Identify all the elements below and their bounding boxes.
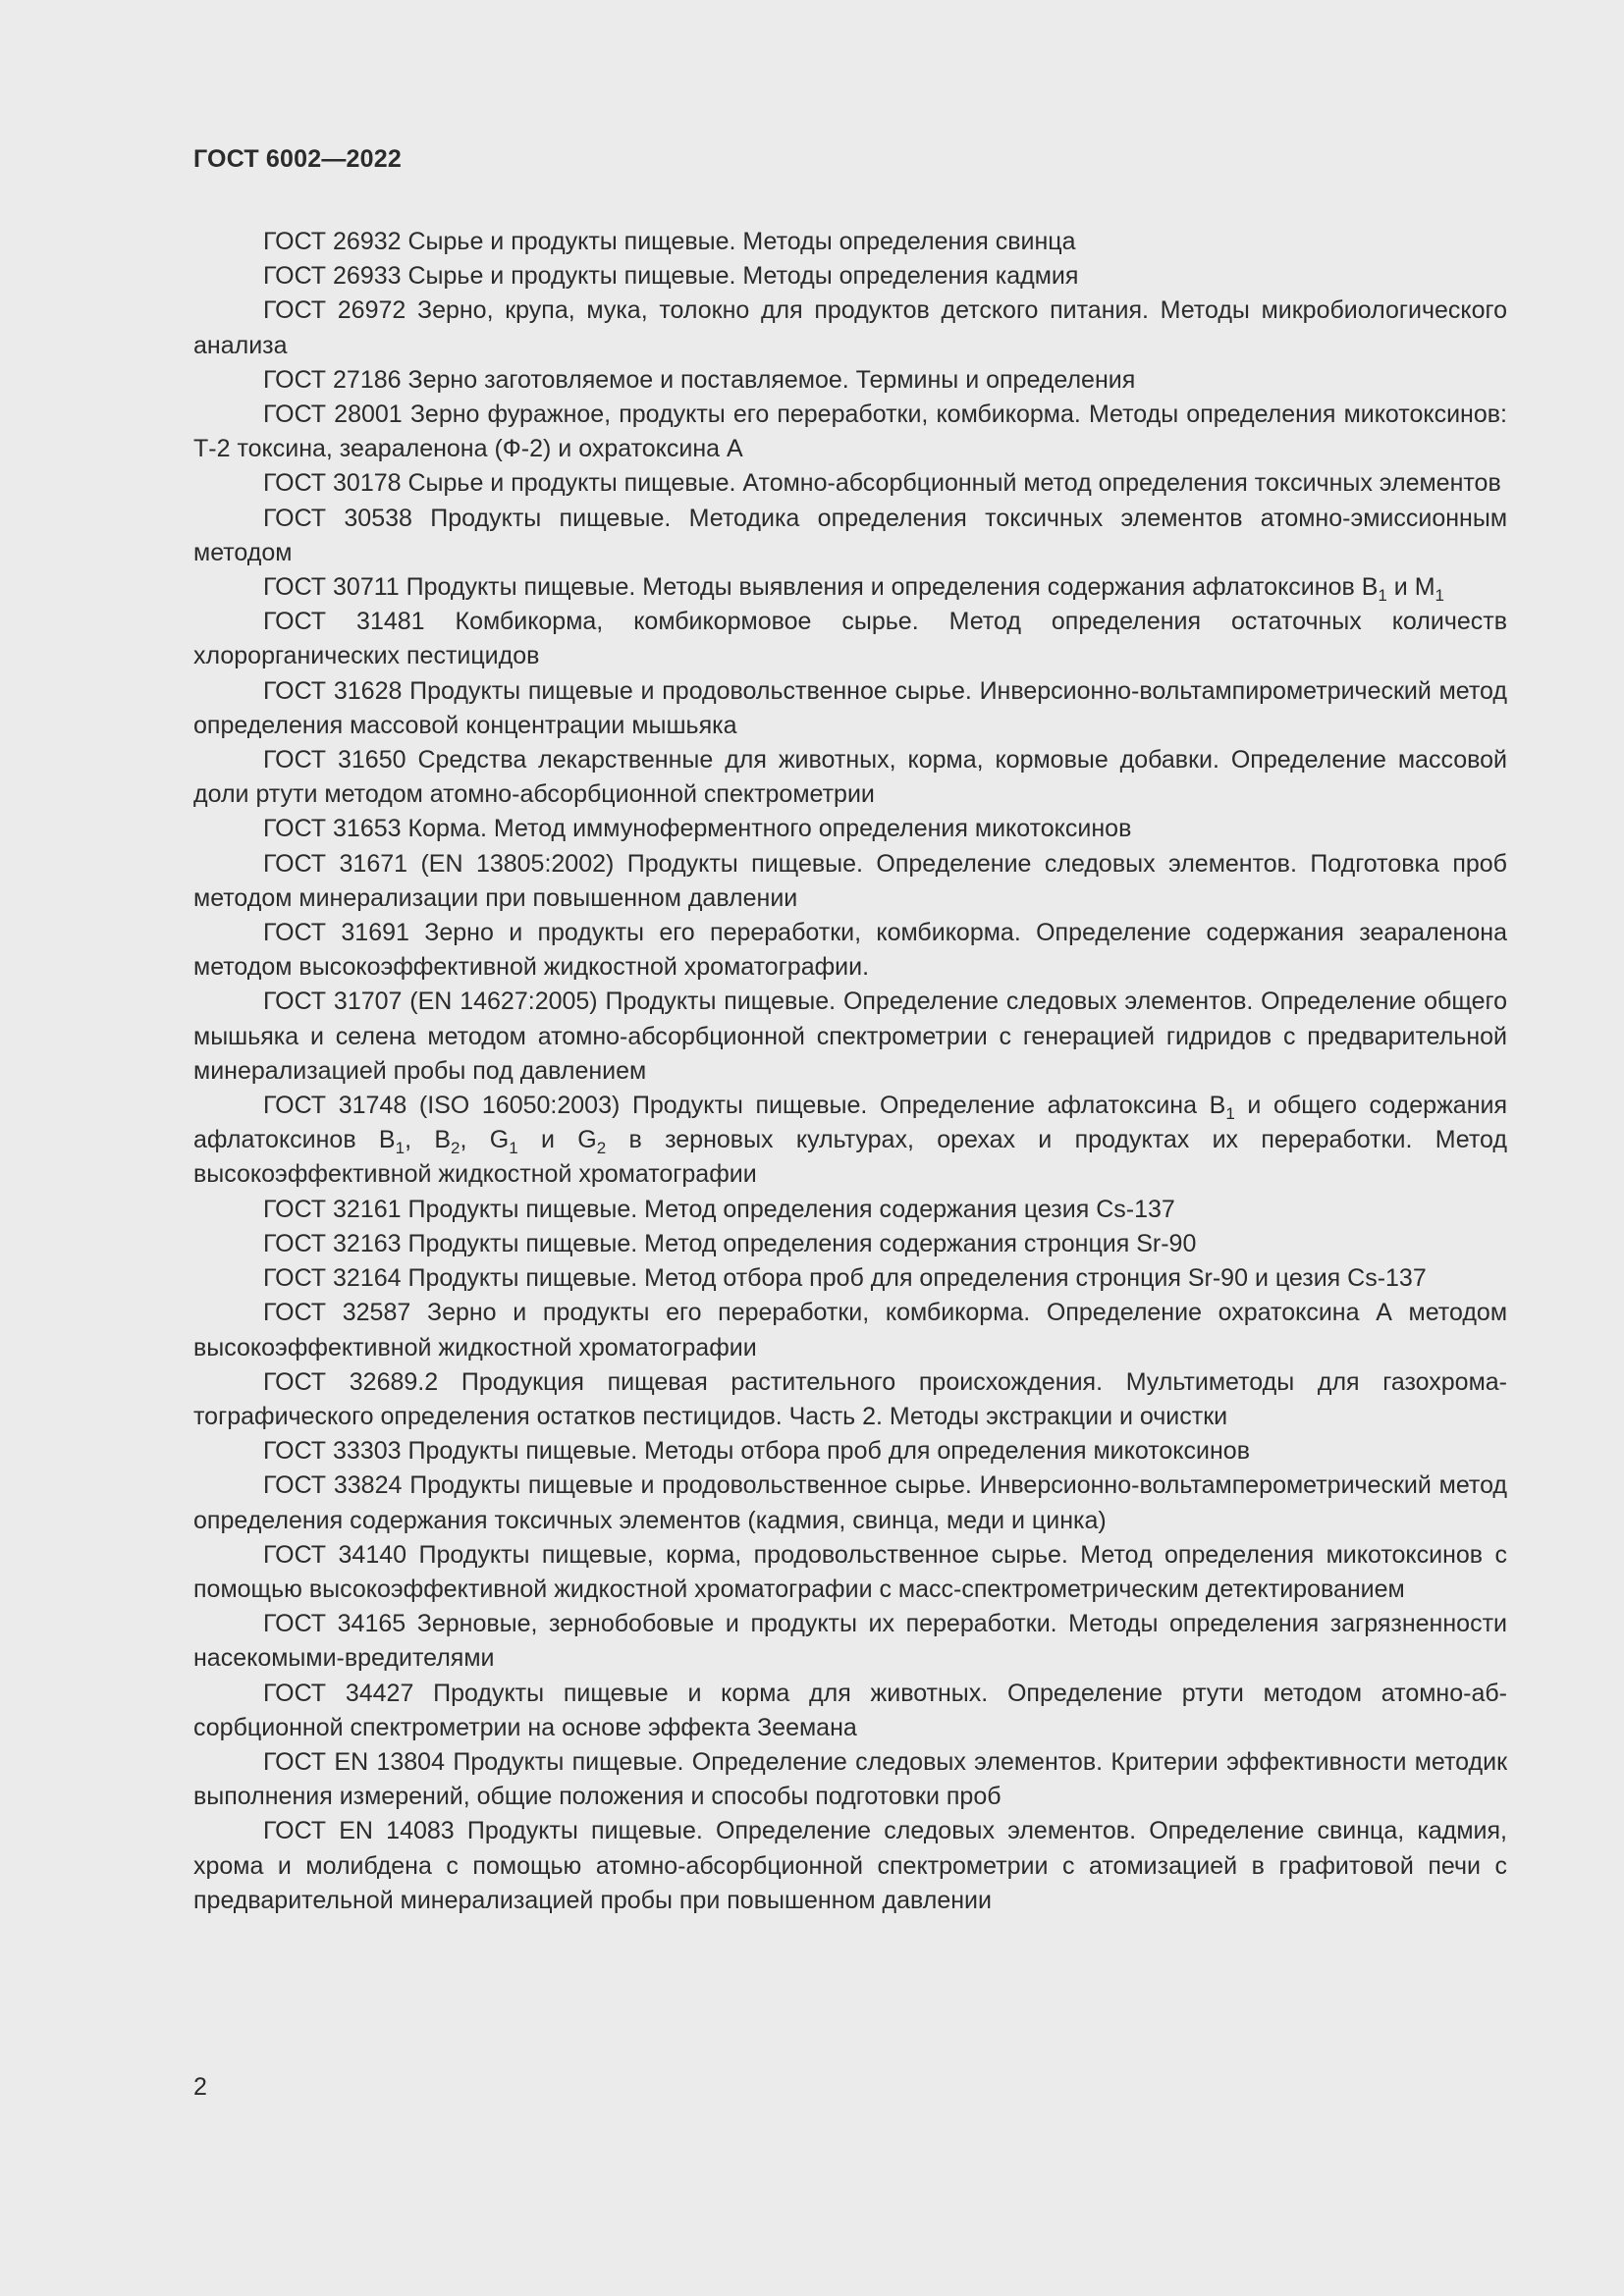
reference-title: Продукты пищевые. Метод отбора проб для определения стронция Sr-90 и цезия Cs-137: [407, 1264, 1427, 1293]
reference-entry: [193, 847, 1507, 916]
reference-code: ГОСТ 34427: [263, 1679, 414, 1707]
reference-entry: [193, 398, 1507, 466]
reference-entry: [193, 466, 1507, 501]
reference-entry: [193, 1261, 1507, 1296]
reference-entry: [193, 1538, 1507, 1607]
reference-code: ГОСТ 28001: [263, 400, 403, 429]
reference-title: Продукты пищевые. Метод определения содержания цезия Cs-137: [407, 1195, 1175, 1223]
subscript: 1: [395, 1139, 406, 1158]
reference-entry: [193, 225, 1507, 259]
reference-code: ГОСТ 32164: [263, 1264, 402, 1293]
reference-entry: [193, 985, 1507, 1089]
reference-title: Сырье и продукты пищевые. Методы определения свинца: [407, 228, 1076, 255]
reference-entry: [193, 294, 1507, 362]
reference-entry: [193, 1193, 1507, 1227]
reference-entry: [193, 1434, 1507, 1468]
reference-entry: [193, 570, 1507, 605]
title-segment: в зерновых культурах, орехах и продуктах их переработки. Метод высокоэффективной жидкостной хроматографии: [193, 1126, 1507, 1189]
reference-code: ГОСТ 31748 (ISO 16050:2003): [263, 1092, 621, 1120]
reference-entry: [193, 1296, 1507, 1364]
reference-entry: [193, 743, 1507, 812]
reference-code: ГОСТ 31691: [263, 919, 409, 947]
subscript: 1: [509, 1139, 518, 1158]
subscript: 1: [1435, 586, 1445, 606]
reference-code: ГОСТ 31481: [263, 608, 425, 636]
reference-entry: [193, 1227, 1507, 1261]
reference-title: Продукты пищевые. Определение следовых элементов. Определение свинца, кадмия, хрома и молибдена с помощью атомно-абсорбционной спектрометрии с атомизацией в графитовой печи с предварительной минерализацией пробы при повышенном давлении: [193, 1817, 1507, 1914]
reference-code: ГОСТ 30538: [263, 504, 412, 532]
reference-code: ГОСТ 30711: [263, 573, 400, 602]
reference-entry: [193, 363, 1507, 398]
reference-code: ГОСТ 27186: [263, 365, 402, 394]
reference-code: ГОСТ 26933: [263, 262, 402, 291]
reference-code: ГОСТ 31653: [263, 815, 402, 843]
reference-title: Зерновые, зернобобовые и продукты их переработки. Методы определения загрязненности насекомыми-вредителями: [193, 1610, 1507, 1673]
reference-title: Зерно и продукты его переработки, комбикорма. Определение охратоксина А методом высокоэффективной жидкостной хроматографии: [193, 1299, 1508, 1362]
title-segment: Продукты пищевые. Методы выявления и определения содержания афлатоксинов В: [406, 573, 1379, 602]
reference-code: ГОСТ 26972: [263, 296, 406, 325]
reference-entry: [193, 1677, 1507, 1745]
reference-title: Продукты пищевые, корма, продовольственное сырье. Метод определения микотоксинов с помощью высокоэффективной жидкостной хроматографии с масс-спектрометрическим детектированием: [193, 1540, 1508, 1603]
reference-title: Продукты пищевые и корма для животных. Определение ртути методом атомно-абсорбционной спектрометрии на основе эффекта Зеемана: [193, 1679, 1507, 1741]
reference-entry: [193, 1607, 1507, 1676]
reference-entry: [193, 259, 1507, 294]
reference-entry: [193, 1468, 1507, 1537]
reference-code: ГОСТ 32163: [263, 1229, 402, 1257]
reference-code: ГОСТ EN 13804: [263, 1747, 445, 1776]
title-segment: и М: [1386, 573, 1435, 602]
reference-entry: [193, 916, 1507, 985]
reference-title: Продукты пищевые. Методы отбора проб для определения микотоксинов: [407, 1437, 1250, 1466]
reference-title: Корма. Метод иммуноферментного определения микотоксинов: [407, 815, 1132, 843]
reference-code: ГОСТ 31628: [263, 676, 403, 705]
reference-title: Сырье и продукты пищевые. Методы определения кадмия: [407, 262, 1079, 291]
subscript: 2: [451, 1139, 460, 1158]
reference-code: ГОСТ 32689.2: [263, 1367, 439, 1396]
reference-code: ГОСТ 32161: [263, 1195, 402, 1223]
reference-code: ГОСТ 32587: [263, 1299, 411, 1327]
reference-code: ГОСТ 31707 (EN 14627:2005): [263, 988, 598, 1016]
title-segment: и общего содержания афлатоксинов В: [193, 1092, 1508, 1154]
reference-title: Продукты пищевые. Методика определения токсичных элементов атомно-эмиссионным методом: [193, 504, 1508, 566]
reference-code: ГОСТ 34165: [263, 1610, 406, 1638]
reference-title: Продукты пищевые. Определение следовых элементов. Критерии эффективности методик выполнения измерений, общие положения и способы подготовки проб: [193, 1747, 1508, 1811]
reference-code: ГОСТ 31671 (EN 13805:2002): [263, 849, 615, 878]
reference-code: ГОСТ 33303: [263, 1437, 402, 1466]
reference-title: Зерно фуражное, продукты его переработки, комбикорма. Методы определения микотоксинов: Т-2 токсина, зеараленона (Ф-2) и охратоксина А: [193, 400, 1507, 463]
subscript: 1: [1225, 1104, 1235, 1124]
reference-code: ГОСТ 31650: [263, 746, 406, 774]
page-number: 2: [193, 2073, 207, 2101]
document-header: ГОСТ 6002—2022: [193, 145, 402, 173]
subscript: 2: [596, 1139, 607, 1158]
reference-code: ГОСТ 30178: [263, 469, 402, 498]
reference-entry: [193, 502, 1507, 570]
reference-code: ГОСТ 34140: [263, 1540, 407, 1569]
reference-entry: [193, 1745, 1507, 1814]
reference-entry: [193, 674, 1507, 743]
reference-title: [406, 573, 1445, 606]
reference-title: Продукты пищевые. Определение следовых элементов. Подготовка проб методом минерализации при повышенном давлении: [193, 849, 1507, 912]
reference-code: ГОСТ 26932: [263, 228, 402, 255]
subscript: 1: [1378, 586, 1387, 606]
title-segment: Продукты пищевые. Определение афлатоксина В: [631, 1092, 1226, 1120]
reference-entry: [193, 1814, 1507, 1918]
reference-title: Зерно и продукты его переработки, комбикорма. Определение содержания зеараленона методом высокоэффективной жидкостной хроматографии.: [193, 919, 1507, 982]
reference-title: Комбикорма, комбикормовое сырье. Метод определения остаточных количеств хлорорганических пестицидов: [193, 608, 1507, 670]
reference-title: Продукты пищевые и продовольственное сырье. Инверсионно-вольтамперометрический метод определения содержания токсичных элементов (кадмия, свинца, меди и цинка): [193, 1471, 1508, 1534]
reference-title: Средства лекарственные для животных, корма, кормовые добавки. Определение массовой доли ртути методом атомно-абсорбционной спектрометрии: [193, 746, 1507, 809]
reference-entry: [193, 605, 1507, 673]
reference-title: Продукция пищевая растительного происхождения. Мультиметоды для газохроматографического определения остатков пестицидов. Часть 2. Методы экстракции и очистки: [193, 1367, 1507, 1430]
reference-title: Сырье и продукты пищевые. Атомно-абсорбционный метод определения токсичных элементов: [407, 469, 1501, 498]
normative-references-list: [193, 225, 1507, 1918]
reference-entry: [193, 812, 1507, 846]
reference-code: ГОСТ EN 14083: [263, 1817, 455, 1845]
reference-title: Продукты пищевые и продовольственное сырье. Инверсионно-вольтампирометрический метод определения массовой концентрации мышьяка: [193, 676, 1507, 739]
reference-title: Продукты пищевые. Определение следовых элементов. Определение общего мышьяка и селена методом атомно-абсорбционной спектрометрии с генерацией гидридов с предварительной минерализацией пробы под давлением: [193, 988, 1507, 1085]
reference-entry: [193, 1365, 1507, 1434]
reference-entry: [193, 1089, 1507, 1193]
title-segment: , В: [405, 1126, 452, 1154]
reference-title: Зерно заготовляемое и поставляемое. Термины и определения: [407, 365, 1136, 394]
reference-title: Продукты пищевые. Метод определения содержания стронция Sr-90: [407, 1229, 1197, 1257]
reference-title: Зерно, крупа, мука, толокно для продуктов детского питания. Методы микробиологического анализа: [193, 296, 1507, 359]
title-segment: , G: [460, 1126, 510, 1154]
title-segment: и G: [517, 1126, 597, 1154]
reference-code: ГОСТ 33824: [263, 1471, 403, 1500]
